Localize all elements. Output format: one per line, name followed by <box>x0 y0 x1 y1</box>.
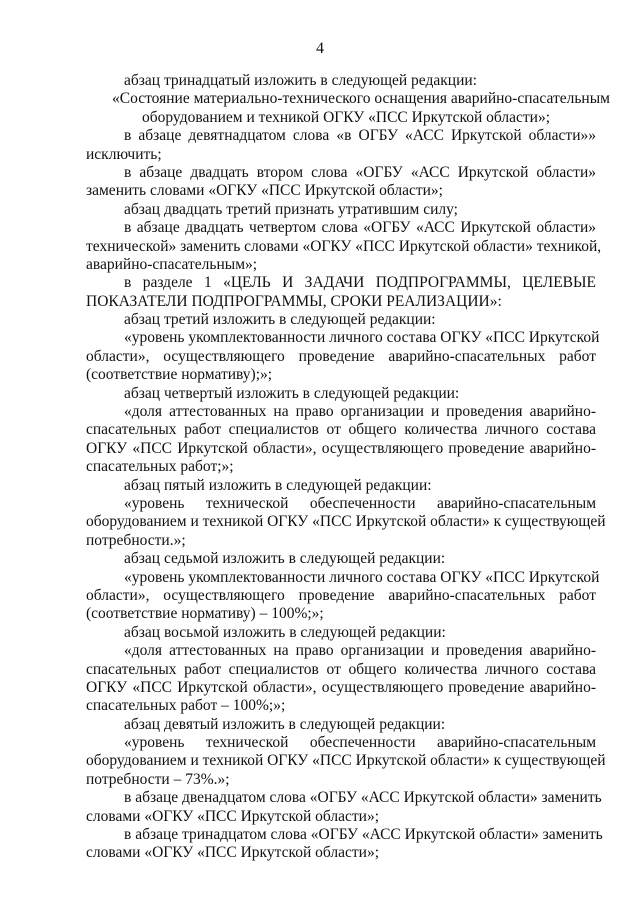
text-line: в разделе 1 «ЦЕЛЬ И ЗАДАЧИ ПОДПРОГРАММЫ, ЦЕЛЕВЫЕ <box>124 274 596 292</box>
text-line: области», осуществляющего проведение аварийно-спасательных работ <box>86 586 596 604</box>
text-line: в абзаце тринадцатом слова «ОГБУ «АСС Иркутской области» заменить <box>124 826 603 844</box>
text-line: «уровень технической обеспеченности аварийно-спасательным <box>124 734 596 752</box>
text-line: в абзаце двадцать втором слова «ОГБУ «АСС Иркутской области» <box>124 163 596 181</box>
text-line: в абзаце двенадцатом слова «ОГБУ «АСС Иркутской области» заменить <box>124 789 602 807</box>
text-line: спасательных работ специалистов от общего количества личного состава <box>86 660 596 678</box>
text-line: исключить; <box>86 145 162 163</box>
text-line: (соответствие нормативу);»; <box>86 366 273 384</box>
text-line: абзац седьмой изложить в следующей редакции: <box>124 550 446 568</box>
text-line: словами «ОГКУ «ПСС Иркутской области»; <box>86 844 379 862</box>
text-line: технической» заменить словами «ОГКУ «ПСС Иркутской области» техникой, <box>86 237 602 255</box>
page-number: 4 <box>316 40 324 57</box>
text-line: в абзаце двадцать четвертом слова «ОГБУ «АСС Иркутской области» <box>124 219 596 237</box>
text-line: (соответствие нормативу) – 100%;»; <box>86 605 324 623</box>
text-line: абзац пятый изложить в следующей редакции: <box>124 476 432 494</box>
text-line: словами «ОГКУ «ПСС Иркутской области»; <box>86 807 379 825</box>
text-line: «Состояние материально-технического оснащения аварийно-спасательным <box>112 90 610 108</box>
text-line: абзац четвертый изложить в следующей редакции: <box>124 384 460 402</box>
document-body <box>86 72 610 863</box>
text-line: абзац двадцать третий признать утратившим силу; <box>124 200 458 218</box>
text-line: абзац восьмой изложить в следующей редакции: <box>124 623 446 641</box>
text-line: спасательных работ – 100%;»; <box>86 697 286 715</box>
text-line: оборудованием и техникой ОГКУ «ПСС Иркутской области»; <box>141 108 551 126</box>
text-line: потребности – 73%.»; <box>86 770 230 788</box>
text-line: оборудованием и техникой ОГКУ «ПСС Иркутской области» к существующей <box>86 752 606 770</box>
text-line: оборудованием и техникой ОГКУ «ПСС Иркутской области» к существующей <box>86 513 606 531</box>
text-line: «уровень укомплектованности личного состава ОГКУ «ПСС Иркутской <box>124 329 600 347</box>
text-line: абзац тринадцатый изложить в следующей редакции: <box>124 72 477 89</box>
text-line: «уровень укомплектованности личного состава ОГКУ «ПСС Иркутской <box>124 568 600 586</box>
text-line: ОГКУ «ПСС Иркутской области», осуществляющего проведение аварийно- <box>86 439 596 457</box>
text-line: абзац девятый изложить в следующей редакции: <box>124 715 446 733</box>
text-line: области», осуществляющего проведение аварийно-спасательных работ <box>86 347 596 365</box>
text-line: абзац третий изложить в следующей редакции: <box>124 311 436 329</box>
text-line: «доля аттестованных на право организации и проведения аварийно- <box>124 642 596 660</box>
text-line: заменить словами «ОГКУ «ПСС Иркутской области»; <box>86 182 443 200</box>
text-line: аварийно-спасательным»; <box>86 255 258 273</box>
text-line: спасательных работ специалистов от общего количества личного состава <box>86 421 596 439</box>
text-line: «доля аттестованных на право организации и проведения аварийно- <box>124 403 596 421</box>
text-line: спасательных работ;»; <box>86 458 234 476</box>
text-line: «уровень технической обеспеченности аварийно-спасательным <box>124 494 596 512</box>
text-line: ПОКАЗАТЕЛИ ПОДПРОГРАММЫ, СРОКИ РЕАЛИЗАЦИИ»: <box>86 292 502 310</box>
text-line: ОГКУ «ПСС Иркутской области», осуществляющего проведение аварийно- <box>86 678 596 696</box>
text-line: потребности.»; <box>86 531 186 549</box>
text-line: в абзаце девятнадцатом слова «в ОГБУ «АСС Иркутской области»» <box>124 127 596 145</box>
